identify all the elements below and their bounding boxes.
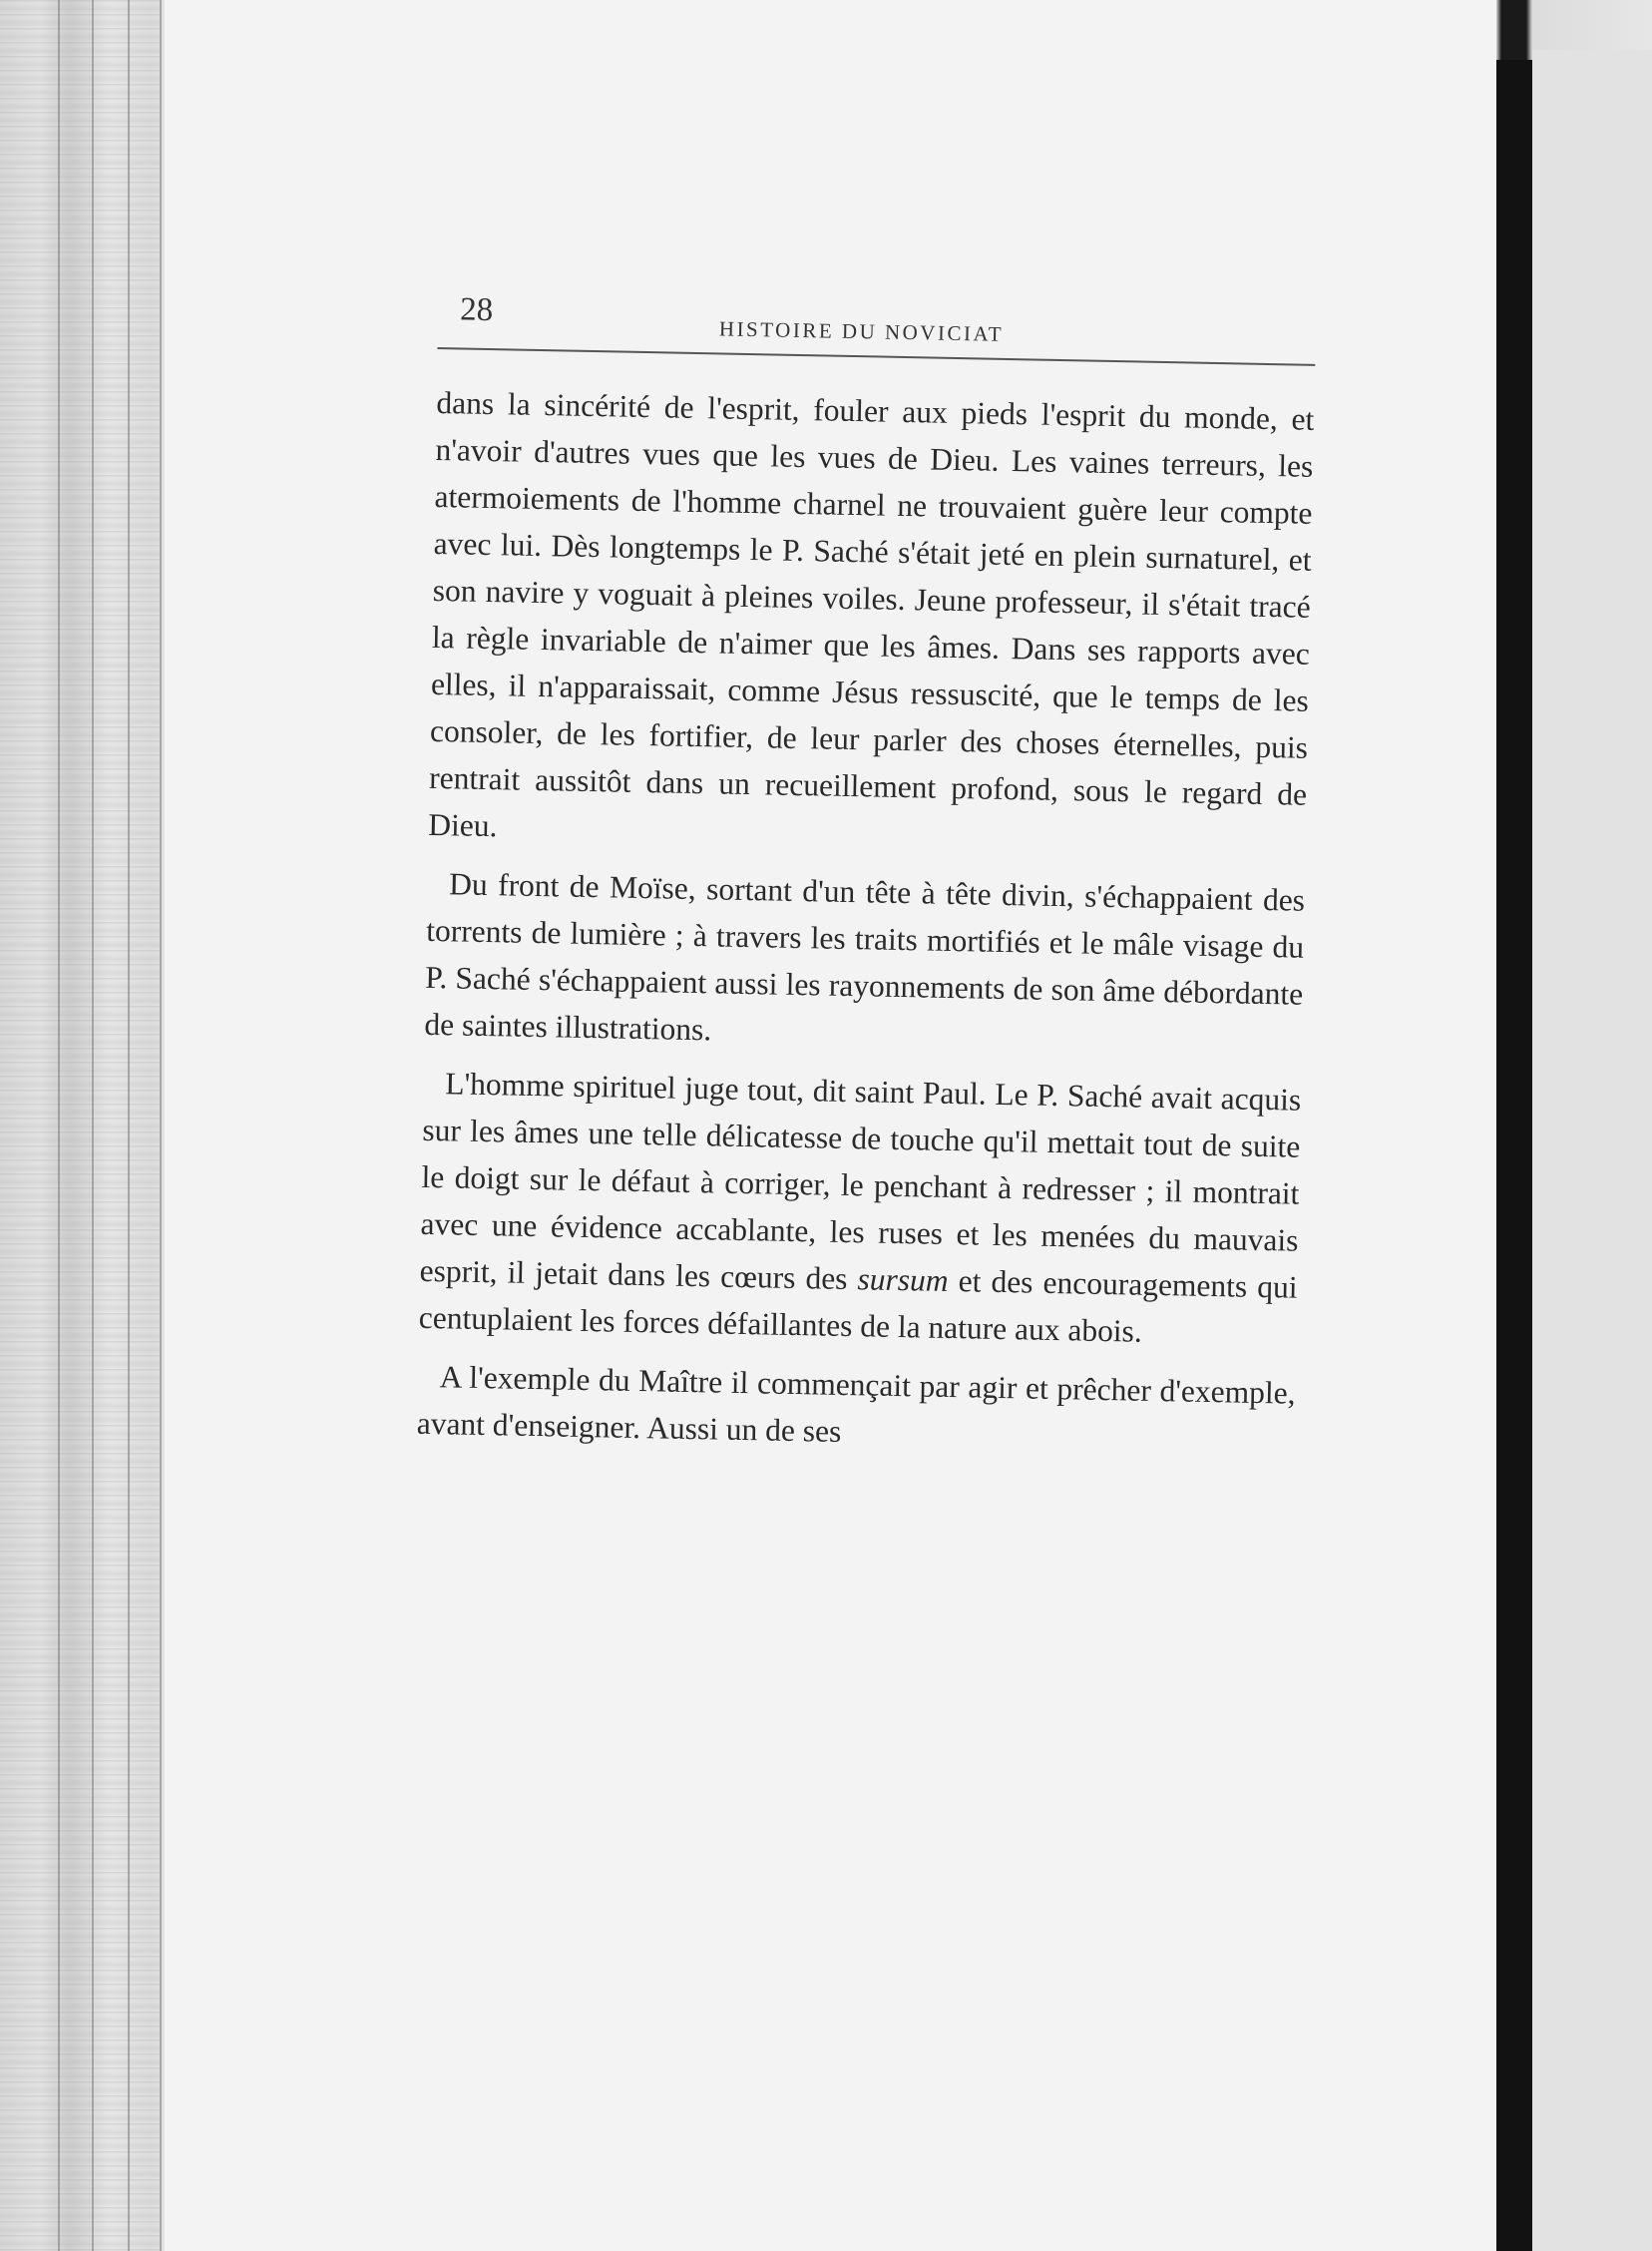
- page-edge-line: [160, 0, 162, 2251]
- paragraph-text: et des encouragements qui centuplaient les forces défaillantes de la nature aux abois.: [418, 1262, 1298, 1349]
- right-shadow-edge: [1496, 60, 1532, 2251]
- page-edge-line: [128, 0, 130, 2251]
- right-margin-strip: [1532, 50, 1652, 2251]
- page-edge-line: [58, 0, 60, 2251]
- paragraph: [418, 1060, 1301, 1358]
- paragraph: A l'exemple du Maître il commençait par agir et prêcher d'exemple, avant d'enseigner. Aussi un de ses: [416, 1359, 1296, 1449]
- paragraph-text: L'homme spirituel juge tout, dit saint Paul. Le P. Saché avait acquis sur les âmes une telle délicatesse de touche qu'il mettait tout de suite le doigt sur le défaut à corriger, le penchant à redresser ; il montrait avec une évidence accablante, les ruses et les menées du mauvais esprit, il jetait dans les cœurs des: [419, 1066, 1302, 1297]
- body-text: [416, 379, 1315, 1476]
- italic-term: sursum: [857, 1261, 949, 1298]
- running-title: HISTOIRE DU NOVICIAT: [718, 316, 1005, 346]
- page-number: 28: [459, 291, 494, 329]
- page-stack-edges: [0, 0, 160, 2251]
- paragraph: dans la sincérité de l'esprit, fouler aux pieds l'esprit du monde, et n'avoir d'autres vues que les vues de Dieu. Les vaines terreurs, les atermoiements de l'homme charnel ne trouvaient guère leur compte avec lui. Dès longtemps le P. Saché s'était jeté en plein surnaturel, et son navire y voguait à pleines voiles. Jeune professeur, il s'était tracé la règle invariable de n'aimer que les âmes. Dans ses rapports avec elles, il n'apparaissait, comme Jésus ressuscité, que le temps de les consoler, de les fortifier, de leur parler des choses éternelles, puis rentrait aussitôt dans un recueillement profond, sous le regard de Dieu.: [427, 384, 1315, 844]
- page-edge-line: [92, 0, 94, 2251]
- paragraph: Du front de Moïse, sortant d'un tête à tête divin, s'échappaient des torrents de lumière ; à travers les traits mortifiés et le mâle visage du P. Saché s'échappaient aussi les rayonnements de son âme débordante de saintes illustrations.: [424, 866, 1306, 1048]
